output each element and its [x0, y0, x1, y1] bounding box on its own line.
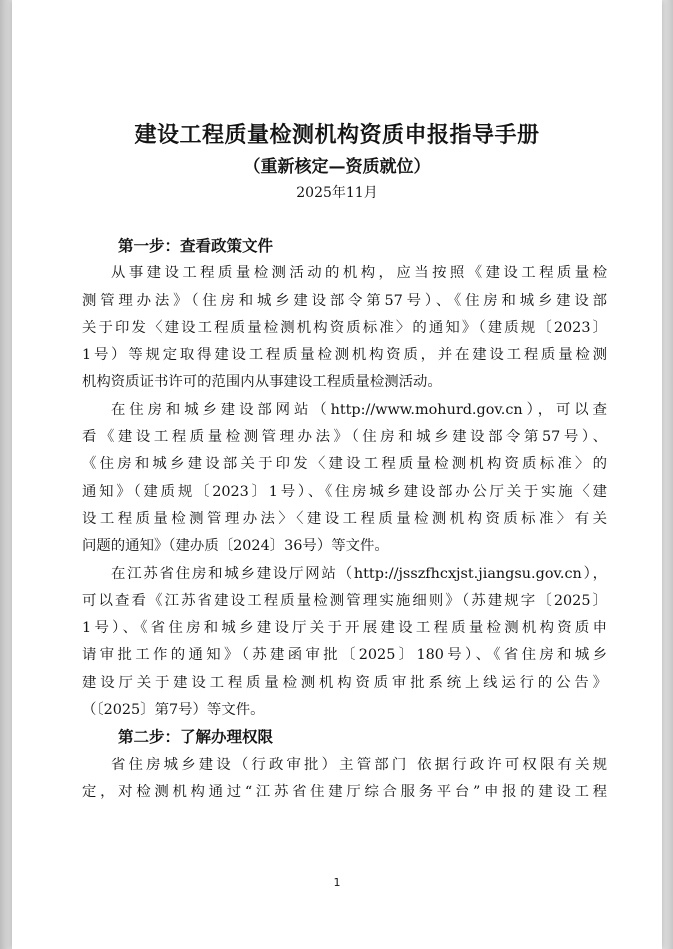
document-body	[82, 233, 607, 806]
text-line: 在住房和城乡建设部网站（http://www.mohurd.gov.cn），可以查	[111, 401, 607, 418]
text-line: 关于印发〈建设工程质量检测机构资质标准〉的通知》（建质规〔2023〕	[82, 319, 607, 336]
text-line: 请审批工作的通知》（苏建函审批〔2025〕180号）、《省住房和城乡	[82, 647, 607, 664]
paragraph-jiangsu-website	[82, 561, 607, 725]
page-edge-left	[0, 0, 12, 949]
document-date: 2025年11月	[296, 185, 378, 201]
text-line: 定，对检测机构通过“江苏省住建厅综合服务平台”申报的建设工程	[82, 783, 607, 800]
document-page	[12, 0, 662, 949]
text-line: 机构资质证书许可的范围内从事建设工程质量检测活动。	[82, 374, 442, 391]
page-edge-right	[662, 0, 673, 949]
page-number: 1	[333, 876, 341, 889]
text-line: 通知》（建质规〔2023〕1号）、《住房城乡建设部办公厅关于实施〈建	[82, 483, 607, 500]
text-line: 从事建设工程质量检测活动的机构，应当按照《建设工程质量检	[111, 265, 607, 282]
section-heading-step2: 第二步：了解办理权限	[118, 728, 274, 747]
paragraph-authority	[82, 752, 607, 807]
text-line: 测管理办法》（住房和城乡建设部令第57号）、《住房和城乡建设部	[82, 292, 607, 309]
text-line: 可以查看《江苏省建设工程质量检测管理实施细则》（苏建规字〔2025〕	[82, 592, 607, 609]
text-line: 设工程质量检测管理办法〉〈建设工程质量检测机构资质标准〉有关	[82, 510, 607, 527]
document-title: 建设工程质量检测机构资质申报指导手册	[134, 123, 540, 148]
text-line: 在江苏省住房和城乡建设厅网站（http://jsszfhcxjst.jiangsu.gov.cn），	[111, 565, 607, 582]
text-line: 问题的通知》（建办质〔2024〕36号）等文件。	[82, 538, 389, 555]
text-line: （〔2025〕第7号）等文件。	[82, 702, 265, 719]
text-line: 1号）等规定取得建设工程质量检测机构资质，并在建设工程质量检测	[82, 347, 607, 364]
text-line: 省住房城乡建设（行政审批）主管部门 依据行政许可权限有关规	[111, 756, 607, 773]
text-line: 看《建设工程质量检测管理办法》（住房和城乡建设部令第57号）、	[82, 429, 607, 446]
document-subtitle: （重新核定—资质就位）	[243, 157, 431, 177]
text-line: 《住房和城乡建设部关于印发〈建设工程质量检测机构资质标准〉的	[82, 456, 607, 473]
paragraph-policy-requirement	[82, 260, 607, 396]
paragraph-mohurd-website	[82, 397, 607, 561]
text-line: 建设厅关于建设工程质量检测机构资质审批系统上线运行的公告》	[82, 674, 607, 691]
text-line: 1号）、《省住房和城乡建设厅关于开展建设工程质量检测机构资质申	[82, 620, 607, 637]
section-heading-step1: 第一步：查看政策文件	[118, 237, 274, 255]
